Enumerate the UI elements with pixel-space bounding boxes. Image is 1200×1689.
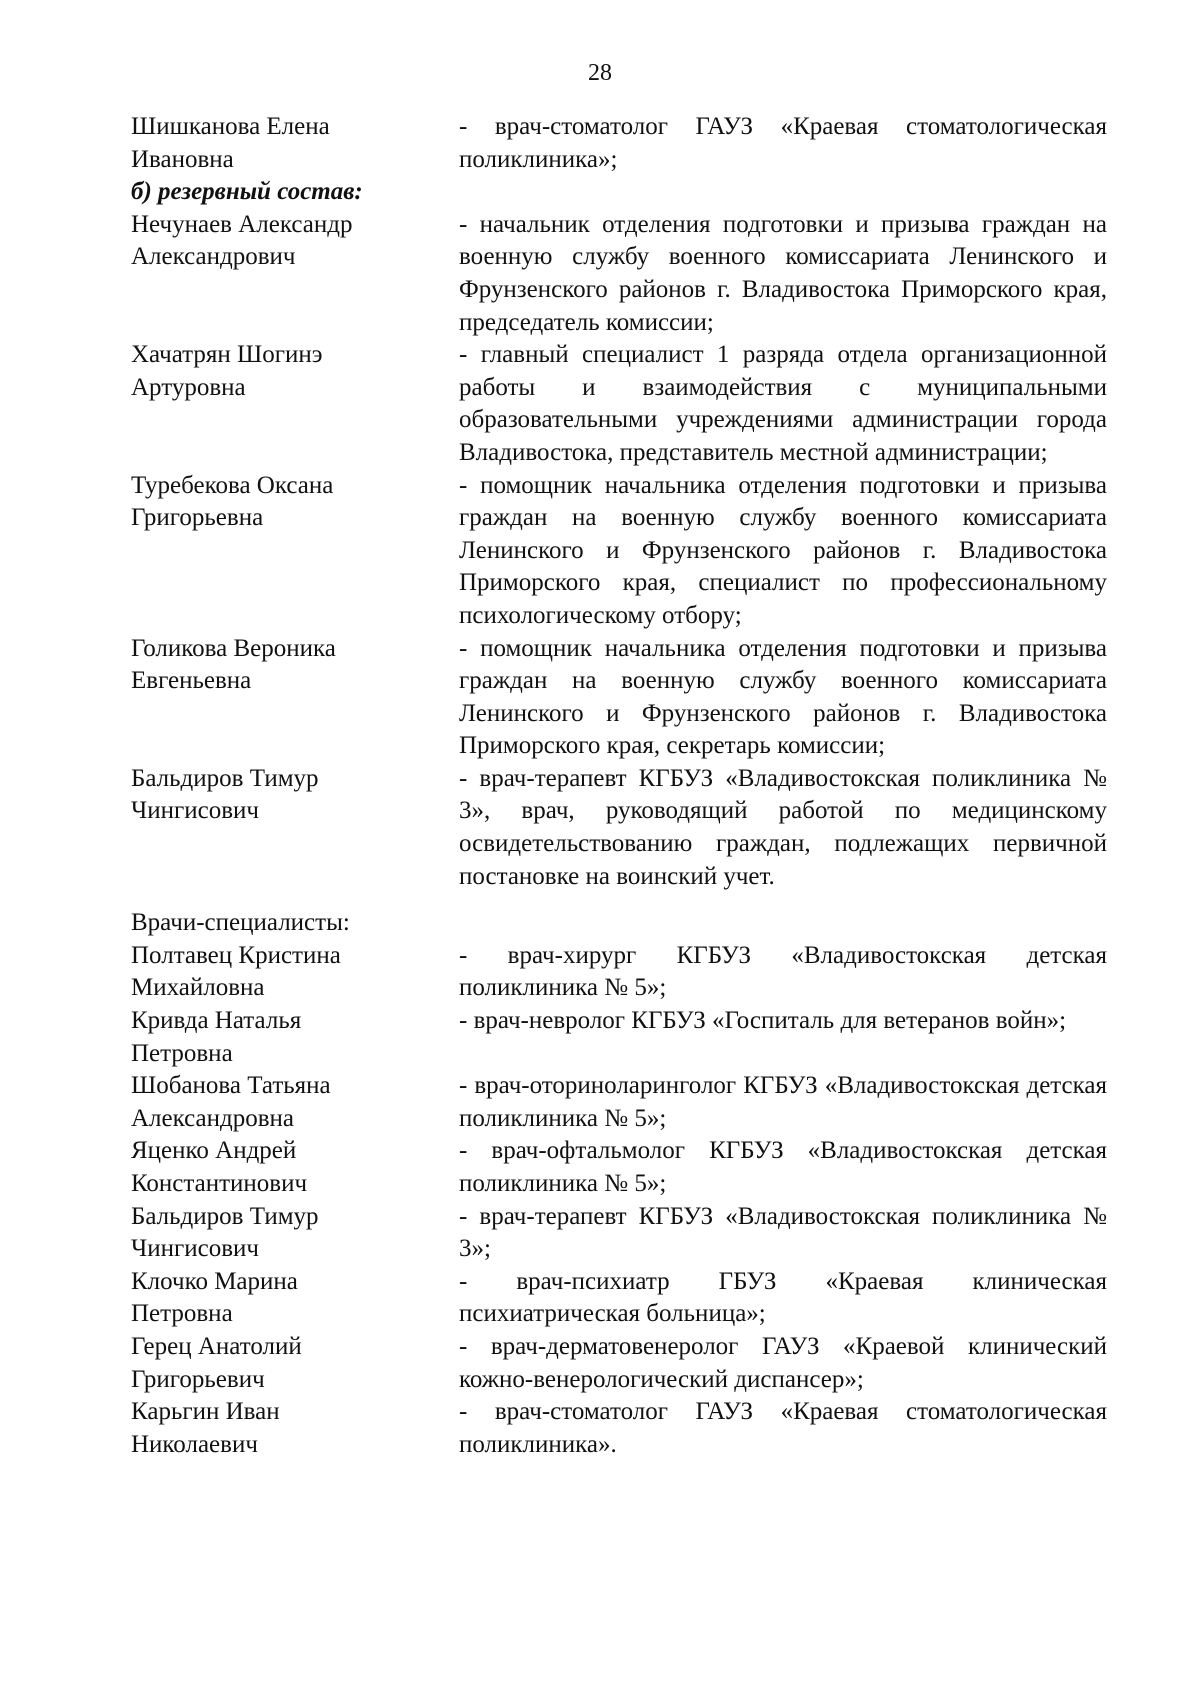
- member-name: Голикова Вероника Евгеньевна: [131, 634, 336, 695]
- section-title-reserve: б) резервный состав:: [131, 178, 363, 206]
- member-name: Нечунаев Александр Александрович: [131, 210, 353, 271]
- member-role: - помощник начальника отделения подготовки и призыва граждан на военную службу военного комиссариата Ленинского и Фрунзенского районов г. Владивостока Приморского края, специалист по профессиональному психологическому отбору;: [459, 471, 1107, 629]
- member-name: Бальдиров Тимур Чингисович: [131, 764, 319, 825]
- doctor-role: - врач-терапевт КГБУЗ «Владивостокская поликлиника № 3»;: [459, 1202, 1107, 1263]
- page-number: 28: [588, 60, 612, 86]
- doctor-entry: [131, 1266, 1107, 1331]
- doctor-role: - врач-стоматолог ГАУЗ «Краевая стоматологическая поликлиника».: [459, 1398, 1107, 1458]
- doctor-role: - врач-дерматовенеролог ГАУЗ «Краевой клинический кожно-венерологический диспансер»;: [459, 1332, 1107, 1393]
- doctor-name: Карьгин Иван Николаевич: [131, 1398, 280, 1458]
- doctor-entry: [131, 1135, 1107, 1200]
- doctor-entry: [131, 1070, 1107, 1135]
- doctor-name: Кривда Наталья Петровна: [131, 1007, 302, 1067]
- doctor-role: - врач-психиатр ГБУЗ «Краевая клиническая психиатрическая больница»;: [459, 1267, 1107, 1328]
- doctor-name: Герец Анатолий Григорьевич: [131, 1332, 302, 1393]
- document-body: [131, 111, 1107, 1461]
- member-role: - начальник отделения подготовки и призыва граждан на военную службу военного комиссариата Ленинского и Фрунзенского районов г. Владивостока Приморского края, председатель комиссии;: [459, 210, 1107, 336]
- doctor-entry: [131, 940, 1107, 1005]
- doctor-name: Яценко Андрей Константинович: [131, 1137, 308, 1197]
- doctor-name: Полтавец Кристина Михайловна: [131, 941, 341, 1002]
- member-entry: [131, 763, 1107, 893]
- section-title-doctors: Врачи-специалисты:: [131, 909, 350, 937]
- member-role: - врач-стоматолог ГАУЗ «Краевая стоматологическая поликлиника»;: [459, 113, 1107, 173]
- doctor-entry: [131, 1201, 1107, 1266]
- member-entry: [131, 633, 1107, 763]
- member-entry: [131, 209, 1107, 339]
- member-role: - врач-терапевт КГБУЗ «Владивостокская поликлиника № 3», врач, руководящий работой по медицинскому освидетельствованию граждан, подлежащих первичной постановке на воинский учет.: [459, 764, 1107, 890]
- doctor-entry: [131, 1396, 1107, 1461]
- member-name: Туребекова Оксана Григорьевна: [131, 471, 334, 532]
- member-entry: [131, 111, 1107, 176]
- member-name: Шишканова Елена Ивановна: [131, 113, 330, 173]
- member-role: - помощник начальника отделения подготовки и призыва граждан на военную службу военного комиссариата Ленинского и Фрунзенского районов г. Владивостока Приморского края, секретарь комиссии;: [459, 634, 1107, 760]
- doctor-role: - врач-хирург КГБУЗ «Владивостокская детская поликлиника № 5»;: [459, 941, 1107, 1002]
- doctor-entry: [131, 1005, 1107, 1070]
- doctor-name: Бальдиров Тимур Чингисович: [131, 1202, 319, 1263]
- doctor-entry: [131, 1331, 1107, 1396]
- member-entry: [131, 470, 1107, 633]
- member-name: Хачатрян Шогинэ Артуровна: [131, 341, 323, 401]
- doctor-role: - врач-офтальмолог КГБУЗ «Владивостокская детская поликлиника № 5»;: [459, 1137, 1107, 1197]
- doctor-role: - врач-невролог КГБУЗ «Госпиталь для ветеранов войн»;: [459, 1007, 1067, 1035]
- member-entry: [131, 339, 1107, 469]
- doctor-name: Шобанова Татьяна Александровна: [131, 1072, 331, 1132]
- doctor-name: Клочко Марина Петровна: [131, 1267, 298, 1328]
- member-role: - главный специалист 1 разряда отдела организационной работы и взаимодействия с муниципальными образовательными учреждениями администрации города Владивостока, представитель местной администрации;: [459, 341, 1107, 466]
- doctor-role: - врач-оториноларинголог КГБУЗ «Владивостокская детская поликлиника № 5»;: [459, 1072, 1107, 1132]
